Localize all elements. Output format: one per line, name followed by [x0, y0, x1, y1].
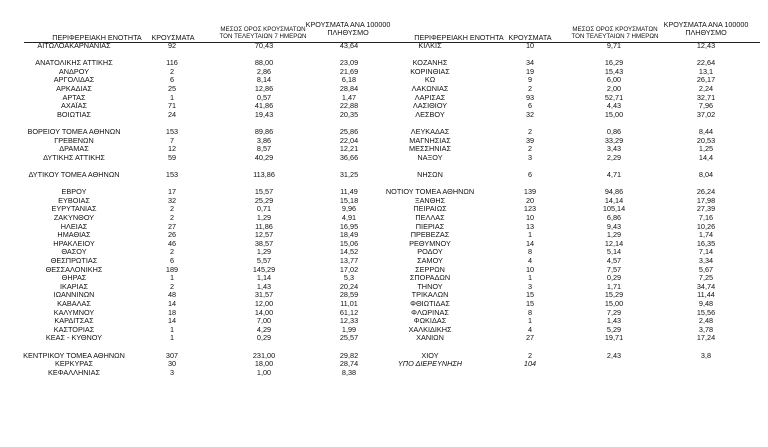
- left-row-cases: 116: [166, 58, 178, 68]
- right-row-avg: 16,29: [604, 58, 624, 68]
- right-row-per: 3,78: [698, 324, 714, 334]
- left-row-name: ΘΑΣΟΥ: [61, 247, 87, 257]
- left-row-per: 20,35: [339, 109, 359, 119]
- left-row-cases: 1: [169, 324, 175, 334]
- left-row-per: 21,69: [339, 66, 359, 76]
- left-row-per: 1,47: [341, 92, 357, 102]
- left-row-cases: 46: [167, 238, 177, 248]
- right-row-name: ΚΟΖΑΝΗΣ: [412, 58, 448, 68]
- right-row-name: ΧΑΛΚΙΔΙΚΗΣ: [408, 324, 452, 334]
- right-row-name: ΦΩΚΙΔΑΣ: [413, 316, 447, 326]
- right-row-per: 37,02: [696, 109, 716, 119]
- left-row-per: 9,96: [341, 204, 357, 214]
- right-row-cases: 15: [525, 299, 535, 308]
- left-row-avg: 4,29: [256, 324, 272, 334]
- right-row-name: ΦΛΩΡΙΝΑΣ: [411, 307, 449, 317]
- right-row-avg: 2,29: [606, 152, 622, 162]
- right-row-cases: 1: [527, 316, 533, 326]
- right-header-avg7: ΜΕΣΟΣ ΟΡΟΣ ΚΡΟΥΣΜΑΤΩΝ ΤΟΝ ΤΕΛΕΥΤΑΙΩΝ 7 ΗΜΕΡΩΝ: [571, 26, 659, 40]
- right-row-name: ΠΕΙΡΑΙΩΣ: [413, 204, 447, 214]
- right-header-per100k: ΚΡΟΥΣΜΑΤΑ ΑΝΑ 100000 ΠΛΗΘΥΣΜΟ: [663, 20, 749, 37]
- left-row-per: 8,38: [341, 367, 357, 377]
- right-row-avg: 2,00: [606, 84, 622, 93]
- left-row-cases: 7: [169, 135, 175, 145]
- left-row-name: ΔΥΤΙΚΗΣ ΑΤΤΙΚΗΣ: [43, 152, 105, 162]
- left-row-cases: 6: [169, 75, 175, 85]
- left-row-name: ΚΕΝΤΡΙΚΟΥ ΤΟΜΕΑ ΑΘΗΝΩΝ: [23, 350, 125, 360]
- left-row-per: 31,25: [339, 170, 359, 179]
- left-row-cases: 1: [169, 273, 175, 283]
- left-row-per: 12,33: [339, 316, 359, 326]
- left-row-avg: 3,86: [256, 135, 272, 145]
- left-header-avg7: ΜΕΣΟΣ ΟΡΟΣ ΚΡΟΥΣΜΑΤΩΝ ΤΟΝ ΤΕΛΕΥΤΑΙΩΝ 7 ΗΜΕΡΩΝ: [219, 26, 307, 40]
- left-row-name: ΘΕΣΠΡΩΤΙΑΣ: [50, 256, 98, 265]
- left-row-name: ΑΡΤΑΣ: [62, 92, 86, 102]
- right-row-avg: 105,14: [602, 204, 626, 214]
- right-row-name: ΜΕΣΣΗΝΙΑΣ: [409, 144, 451, 154]
- right-row-cases: 15: [525, 290, 535, 300]
- right-row-avg: 33,29: [604, 135, 624, 145]
- left-row-avg: 89,86: [254, 127, 274, 136]
- right-row-avg: 5,29: [606, 324, 622, 334]
- right-row-avg: 52,71: [604, 92, 624, 102]
- left-row-per: 15,18: [339, 195, 359, 205]
- left-row-name: ΑΧΑΪΑΣ: [60, 101, 88, 111]
- left-row-avg: 12,00: [254, 299, 274, 308]
- right-row-avg: 6,86: [606, 213, 622, 222]
- left-row-cases: 25: [167, 84, 177, 93]
- right-row-avg: 7,57: [606, 264, 622, 274]
- right-row-cases: 3: [527, 281, 533, 291]
- right-row-per: 5,67: [698, 264, 714, 274]
- right-row-per: 7,96: [698, 101, 714, 111]
- right-row-name: ΝΗΣΩΝ: [417, 170, 443, 179]
- left-row-avg: 18,00: [254, 359, 274, 369]
- left-row-cases: 24: [167, 109, 177, 119]
- left-row-per: 4,91: [341, 213, 357, 222]
- left-row-name: ΒΟΙΩΤΙΑΣ: [57, 109, 91, 119]
- right-row-name: ΣΕΡΡΩΝ: [415, 264, 445, 274]
- right-row-name: ΞΑΝΘΗΣ: [414, 195, 446, 205]
- left-row-per: 5,3: [343, 273, 355, 283]
- left-row-cases: 30: [167, 359, 177, 369]
- right-row-per: 26,17: [696, 75, 716, 85]
- right-row-per: 7,16: [698, 213, 714, 222]
- right-row-name: ΛΑΚΩΝΙΑΣ: [411, 84, 449, 93]
- right-row-cases: 93: [525, 92, 535, 102]
- right-row-per: 7,14: [698, 247, 714, 257]
- left-row-cases: 307: [165, 350, 179, 360]
- left-row-name: ΗΛΕΙΑΣ: [60, 221, 88, 231]
- left-row-avg: 7,00: [256, 316, 272, 326]
- right-row-name: ΤΗΝΟΥ: [417, 281, 443, 291]
- right-row-avg: 7,29: [606, 307, 622, 317]
- right-row-per: 3,34: [698, 256, 714, 265]
- left-row-cases: 71: [167, 101, 177, 111]
- left-row-cases: 189: [165, 264, 179, 274]
- left-row-name: ΙΚΑΡΙΑΣ: [59, 281, 89, 291]
- right-row-per: 32,71: [696, 92, 716, 102]
- left-row-per: 61,12: [339, 307, 359, 317]
- right-row-name: ΜΑΓΝΗΣΙΑΣ: [409, 135, 451, 145]
- left-row-per: 29,82: [339, 350, 359, 360]
- right-row-avg: 15,43: [604, 66, 624, 76]
- left-row-per: 17,02: [339, 264, 359, 274]
- right-row-cases: 4: [527, 324, 533, 334]
- left-row-avg: 12,57: [254, 230, 274, 240]
- left-row-cases: 2: [169, 247, 175, 257]
- left-header-per100k: ΚΡΟΥΣΜΑΤΑ ΑΝΑ 100000 ΠΛΗΘΥΣΜΟ: [305, 20, 391, 37]
- right-row-name: ΚΩ: [424, 75, 436, 85]
- right-row-per: 8,44: [698, 127, 714, 136]
- left-row-cases: 14: [167, 316, 177, 326]
- left-row-cases: 26: [167, 230, 177, 240]
- left-row-avg: 31,57: [254, 290, 274, 300]
- left-row-per: 23,09: [339, 58, 359, 68]
- left-row-per: 25,86: [339, 127, 359, 136]
- right-row-name: ΝΑΞΟΥ: [417, 152, 443, 162]
- right-row-cases: 6: [527, 101, 533, 111]
- left-row-avg: 40,29: [254, 152, 274, 162]
- left-header-cases: ΚΡΟΥΣΜΑΤΑ: [151, 33, 195, 42]
- right-row-cases: 39: [525, 135, 535, 145]
- left-row-per: 1,99: [341, 324, 357, 334]
- left-row-cases: 14: [167, 299, 177, 308]
- left-row-per: 25,57: [339, 333, 359, 343]
- right-row-cases: 10: [525, 41, 535, 50]
- left-row-per: 11,49: [340, 187, 358, 197]
- right-row-name: ΛΑΣΙΘΙΟΥ: [412, 101, 448, 111]
- right-row-cases: 2: [527, 127, 533, 136]
- left-row-avg: 1,29: [256, 213, 272, 222]
- right-row-name: ΣΠΟΡΑΔΩΝ: [409, 273, 451, 283]
- left-row-avg: 70,43: [254, 41, 274, 50]
- left-row-name: ΚΕΦΑΛΛΗΝΙΑΣ: [48, 367, 100, 377]
- right-row-name: ΧΙΟΥ: [421, 350, 439, 360]
- right-row-avg: 12,14: [604, 238, 624, 248]
- right-row-cases: 2: [527, 144, 533, 154]
- right-row-cases: 1: [527, 230, 533, 240]
- left-row-name: ΗΡΑΚΛΕΙΟΥ: [53, 238, 95, 248]
- left-row-per: 36,66: [339, 152, 359, 162]
- left-row-name: ΑΝΑΤΟΛΙΚΗΣ ΑΤΤΙΚΗΣ: [35, 58, 113, 68]
- left-row-avg: 12,86: [254, 84, 274, 93]
- right-row-name: ΡΕΘΥΜΝΟΥ: [409, 238, 451, 248]
- right-row-per: 20,53: [696, 135, 716, 145]
- left-row-per: 28,59: [339, 290, 359, 300]
- left-row-per: 20,24: [339, 281, 359, 291]
- right-row-name: ΥΠΟ ΔΙΕΡΕΥΝΗΣΗ: [397, 359, 463, 369]
- left-row-avg: 41,86: [254, 101, 274, 111]
- right-row-cases: 104: [523, 359, 537, 369]
- left-row-name: ΗΜΑΘΙΑΣ: [57, 230, 91, 240]
- left-row-name: ΔΡΑΜΑΣ: [59, 144, 89, 154]
- left-row-avg: 88,00: [254, 58, 274, 68]
- left-row-cases: 17: [167, 187, 177, 197]
- right-header-region: ΠΕΡΙΦΕΡΕΙΑΚΗ ΕΝΟΤΗΤΑ: [414, 33, 504, 42]
- left-row-per: 22,04: [339, 135, 359, 145]
- right-row-cases: 20: [525, 195, 535, 205]
- left-row-name: ΖΑΚΥΝΘΟΥ: [53, 213, 95, 222]
- left-row-per: 28,84: [339, 84, 359, 93]
- left-row-avg: 1,29: [256, 247, 272, 257]
- left-row-avg: 0,57: [256, 92, 272, 102]
- right-row-per: 2,48: [698, 316, 714, 326]
- left-row-name: ΕΥΡΥΤΑΝΙΑΣ: [51, 204, 97, 214]
- right-row-name: ΚΟΡΙΝΘΙΑΣ: [410, 66, 450, 76]
- right-row-per: 12,43: [696, 41, 716, 50]
- left-row-per: 16,95: [339, 221, 359, 231]
- left-row-cases: 12: [167, 144, 177, 154]
- right-row-name: ΠΡΕΒΕΖΑΣ: [410, 230, 450, 240]
- right-row-cases: 9: [527, 75, 533, 85]
- right-row-per: 13,1: [698, 66, 714, 76]
- right-row-avg: 4,43: [606, 101, 622, 111]
- right-row-cases: 27: [525, 333, 535, 343]
- left-row-cases: 2: [169, 281, 175, 291]
- left-row-cases: 2: [169, 213, 175, 222]
- left-row-cases: 18: [167, 307, 177, 317]
- left-row-avg: 0,71: [256, 204, 272, 214]
- left-row-name: ΓΡΕΒΕΝΩΝ: [54, 135, 94, 145]
- left-row-per: 18,49: [339, 230, 359, 240]
- left-row-name: ΑΝΔΡΟΥ: [58, 66, 90, 76]
- right-row-per: 2,24: [698, 84, 714, 93]
- right-row-cases: 34: [525, 58, 535, 68]
- right-row-per: 1,74: [698, 230, 714, 240]
- right-row-name: ΚΙΛΚΙΣ: [418, 41, 442, 50]
- right-row-name: ΠΙΕΡΙΑΣ: [415, 221, 445, 231]
- left-row-per: 13,77: [339, 256, 359, 265]
- right-row-per: 15,56: [696, 307, 716, 317]
- right-row-per: 3,8: [700, 350, 712, 360]
- left-row-per: 28,74: [339, 359, 359, 369]
- right-row-cases: 2: [527, 350, 533, 360]
- left-row-per: 15,06: [339, 238, 359, 248]
- left-row-name: ΚΕΡΚΥΡΑΣ: [54, 359, 94, 369]
- left-row-avg: 15,57: [254, 187, 274, 197]
- right-row-avg: 1,29: [606, 230, 622, 240]
- right-row-cases: 10: [525, 264, 535, 274]
- left-row-avg: 19,43: [254, 109, 274, 119]
- right-row-avg: 2,43: [606, 350, 622, 360]
- left-row-avg: 1,14: [256, 273, 272, 283]
- left-row-cases: 153: [165, 170, 179, 179]
- right-row-name: ΧΑΝΙΩΝ: [416, 333, 444, 343]
- right-row-per: 22,64: [696, 58, 716, 68]
- left-row-name: ΚΑΒΑΛΑΣ: [57, 299, 91, 308]
- right-row-name: ΛΕΣΒΟΥ: [415, 109, 445, 119]
- left-row-name: ΕΥΒΟΙΑΣ: [58, 195, 90, 205]
- right-row-avg: 4,71: [606, 170, 622, 179]
- right-row-avg: 4,57: [606, 256, 622, 265]
- right-row-cases: 14: [525, 238, 535, 248]
- left-row-avg: 2,86: [256, 66, 272, 76]
- right-row-per: 11,44: [697, 290, 715, 300]
- right-row-avg: 9,43: [606, 221, 622, 231]
- left-row-avg: 1,43: [256, 281, 272, 291]
- left-row-cases: 1: [169, 92, 175, 102]
- left-row-name: ΚΑΛΥΜΝΟΥ: [53, 307, 95, 317]
- left-header-region: ΠΕΡΙΦΕΡΕΙΑΚΗ ΕΝΟΤΗΤΑ: [52, 33, 142, 42]
- left-row-cases: 2: [169, 66, 175, 76]
- left-row-name: ΑΡΓΟΛΙΔΑΣ: [53, 75, 95, 85]
- left-row-cases: 153: [165, 127, 179, 136]
- left-row-cases: 27: [167, 221, 177, 231]
- left-row-per: 12,21: [339, 144, 359, 154]
- left-row-name: ΚΕΑΣ - ΚΥΘΝΟΥ: [45, 333, 103, 343]
- right-row-per: 17,98: [696, 195, 716, 205]
- right-row-avg: 19,71: [604, 333, 624, 343]
- right-row-cases: 4: [527, 256, 533, 265]
- left-row-avg: 0,29: [256, 333, 272, 343]
- left-row-avg: 25,29: [254, 195, 274, 205]
- left-row-avg: 5,57: [256, 256, 272, 265]
- right-row-avg: 1,43: [606, 316, 622, 326]
- left-row-name: ΒΟΡΕΙΟΥ ΤΟΜΕΑ ΑΘΗΝΩΝ: [27, 127, 121, 136]
- left-row-per: 11,01: [340, 299, 358, 308]
- left-row-name: ΚΑΡΔΙΤΣΑΣ: [54, 316, 94, 326]
- right-row-per: 10,26: [696, 221, 716, 231]
- left-row-avg: 1,00: [256, 367, 272, 377]
- right-row-per: 7,25: [698, 273, 714, 283]
- right-row-avg: 1,71: [606, 281, 622, 291]
- right-row-cases: 2: [527, 84, 533, 93]
- left-row-cases: 1: [169, 333, 175, 343]
- right-header-cases: ΚΡΟΥΣΜΑΤΑ: [508, 33, 552, 42]
- right-row-cases: 123: [523, 204, 537, 214]
- right-row-cases: 13: [525, 221, 535, 231]
- right-row-name: ΣΑΜΟΥ: [417, 256, 443, 265]
- right-row-name: ΛΑΡΙΣΑΣ: [414, 92, 446, 102]
- right-row-per: 14,4: [698, 152, 714, 162]
- right-row-cases: 3: [527, 152, 533, 162]
- left-row-avg: 38,57: [254, 238, 274, 248]
- left-row-cases: 59: [167, 152, 177, 162]
- right-row-avg: 94,86: [604, 187, 624, 197]
- right-row-avg: 14,14: [604, 195, 624, 205]
- right-row-cases: 8: [527, 247, 533, 257]
- right-row-cases: 1: [527, 273, 533, 283]
- right-row-per: 27,39: [696, 204, 716, 214]
- left-row-name: ΔΥΤΙΚΟΥ ΤΟΜΕΑ ΑΘΗΝΩΝ: [28, 170, 120, 179]
- left-row-per: 43,64: [339, 41, 359, 50]
- right-row-cases: 10: [525, 213, 535, 222]
- left-row-avg: 113,86: [253, 170, 275, 179]
- right-row-per: 9,48: [698, 299, 714, 308]
- right-row-per: 16,35: [696, 238, 716, 248]
- left-row-cases: 92: [167, 41, 177, 50]
- left-row-cases: 32: [167, 195, 177, 205]
- right-row-name: ΤΡΙΚΑΛΩΝ: [411, 290, 449, 300]
- left-row-avg: 231,00: [252, 350, 276, 360]
- right-row-name: ΠΕΛΛΑΣ: [415, 213, 445, 222]
- right-row-cases: 139: [523, 187, 537, 197]
- left-row-name: ΘΗΡΑΣ: [61, 273, 87, 283]
- right-row-name: ΛΕΥΚΑΔΑΣ: [410, 127, 450, 136]
- right-row-per: 34,74: [696, 281, 716, 291]
- left-row-avg: 14,00: [254, 307, 274, 317]
- right-row-per: 8,04: [698, 170, 714, 179]
- left-row-cases: 2: [169, 204, 175, 214]
- right-row-avg: 15,29: [604, 290, 624, 300]
- left-row-name: ΕΒΡΟΥ: [61, 187, 87, 197]
- left-row-per: 22,88: [339, 101, 359, 111]
- right-row-name: ΦΘΙΩΤΙΔΑΣ: [410, 299, 450, 308]
- right-row-avg: 15,00: [604, 299, 624, 308]
- left-row-avg: 8,14: [256, 75, 272, 85]
- left-row-name: ΙΩΑΝΝΙΝΩΝ: [53, 290, 95, 300]
- right-row-avg: 6,00: [606, 75, 622, 85]
- right-row-cases: 8: [527, 307, 533, 317]
- right-row-cases: 32: [525, 109, 535, 119]
- right-row-avg: 15,00: [604, 109, 624, 119]
- right-row-avg: 5,14: [606, 247, 622, 257]
- right-row-avg: 0,29: [606, 273, 622, 283]
- left-row-cases: 3: [169, 367, 175, 377]
- left-row-name: ΑΙΤΩΛΟΑΚΑΡΝΑΝΙΑΣ: [37, 41, 111, 50]
- right-row-avg: 3,43: [606, 144, 622, 154]
- left-row-cases: 48: [167, 290, 177, 300]
- right-row-avg: 0,86: [606, 127, 622, 136]
- left-row-cases: 6: [169, 256, 175, 265]
- right-row-avg: 9,71: [606, 41, 622, 50]
- left-row-avg: 145,29: [252, 264, 276, 274]
- right-row-cases: 6: [527, 170, 533, 179]
- left-row-avg: 8,57: [256, 144, 272, 154]
- right-row-name: ΡΟΔΟΥ: [417, 247, 443, 257]
- left-row-per: 14,52: [339, 247, 359, 257]
- left-row-name: ΚΑΣΤΟΡΙΑΣ: [53, 324, 95, 334]
- left-row-name: ΑΡΚΑΔΙΑΣ: [56, 84, 92, 93]
- right-row-name: ΝΟΤΙΟΥ ΤΟΜΕΑ ΑΘΗΝΩΝ: [385, 187, 475, 197]
- right-row-per: 1,25: [698, 144, 714, 154]
- left-row-per: 6,18: [341, 75, 357, 85]
- left-row-name: ΘΕΣΣΑΛΟΝΙΚΗΣ: [45, 264, 103, 274]
- left-row-avg: 11,86: [255, 221, 273, 231]
- right-row-cases: 19: [525, 66, 535, 76]
- right-row-per: 26,24: [696, 187, 716, 197]
- right-row-per: 17,24: [696, 333, 716, 343]
